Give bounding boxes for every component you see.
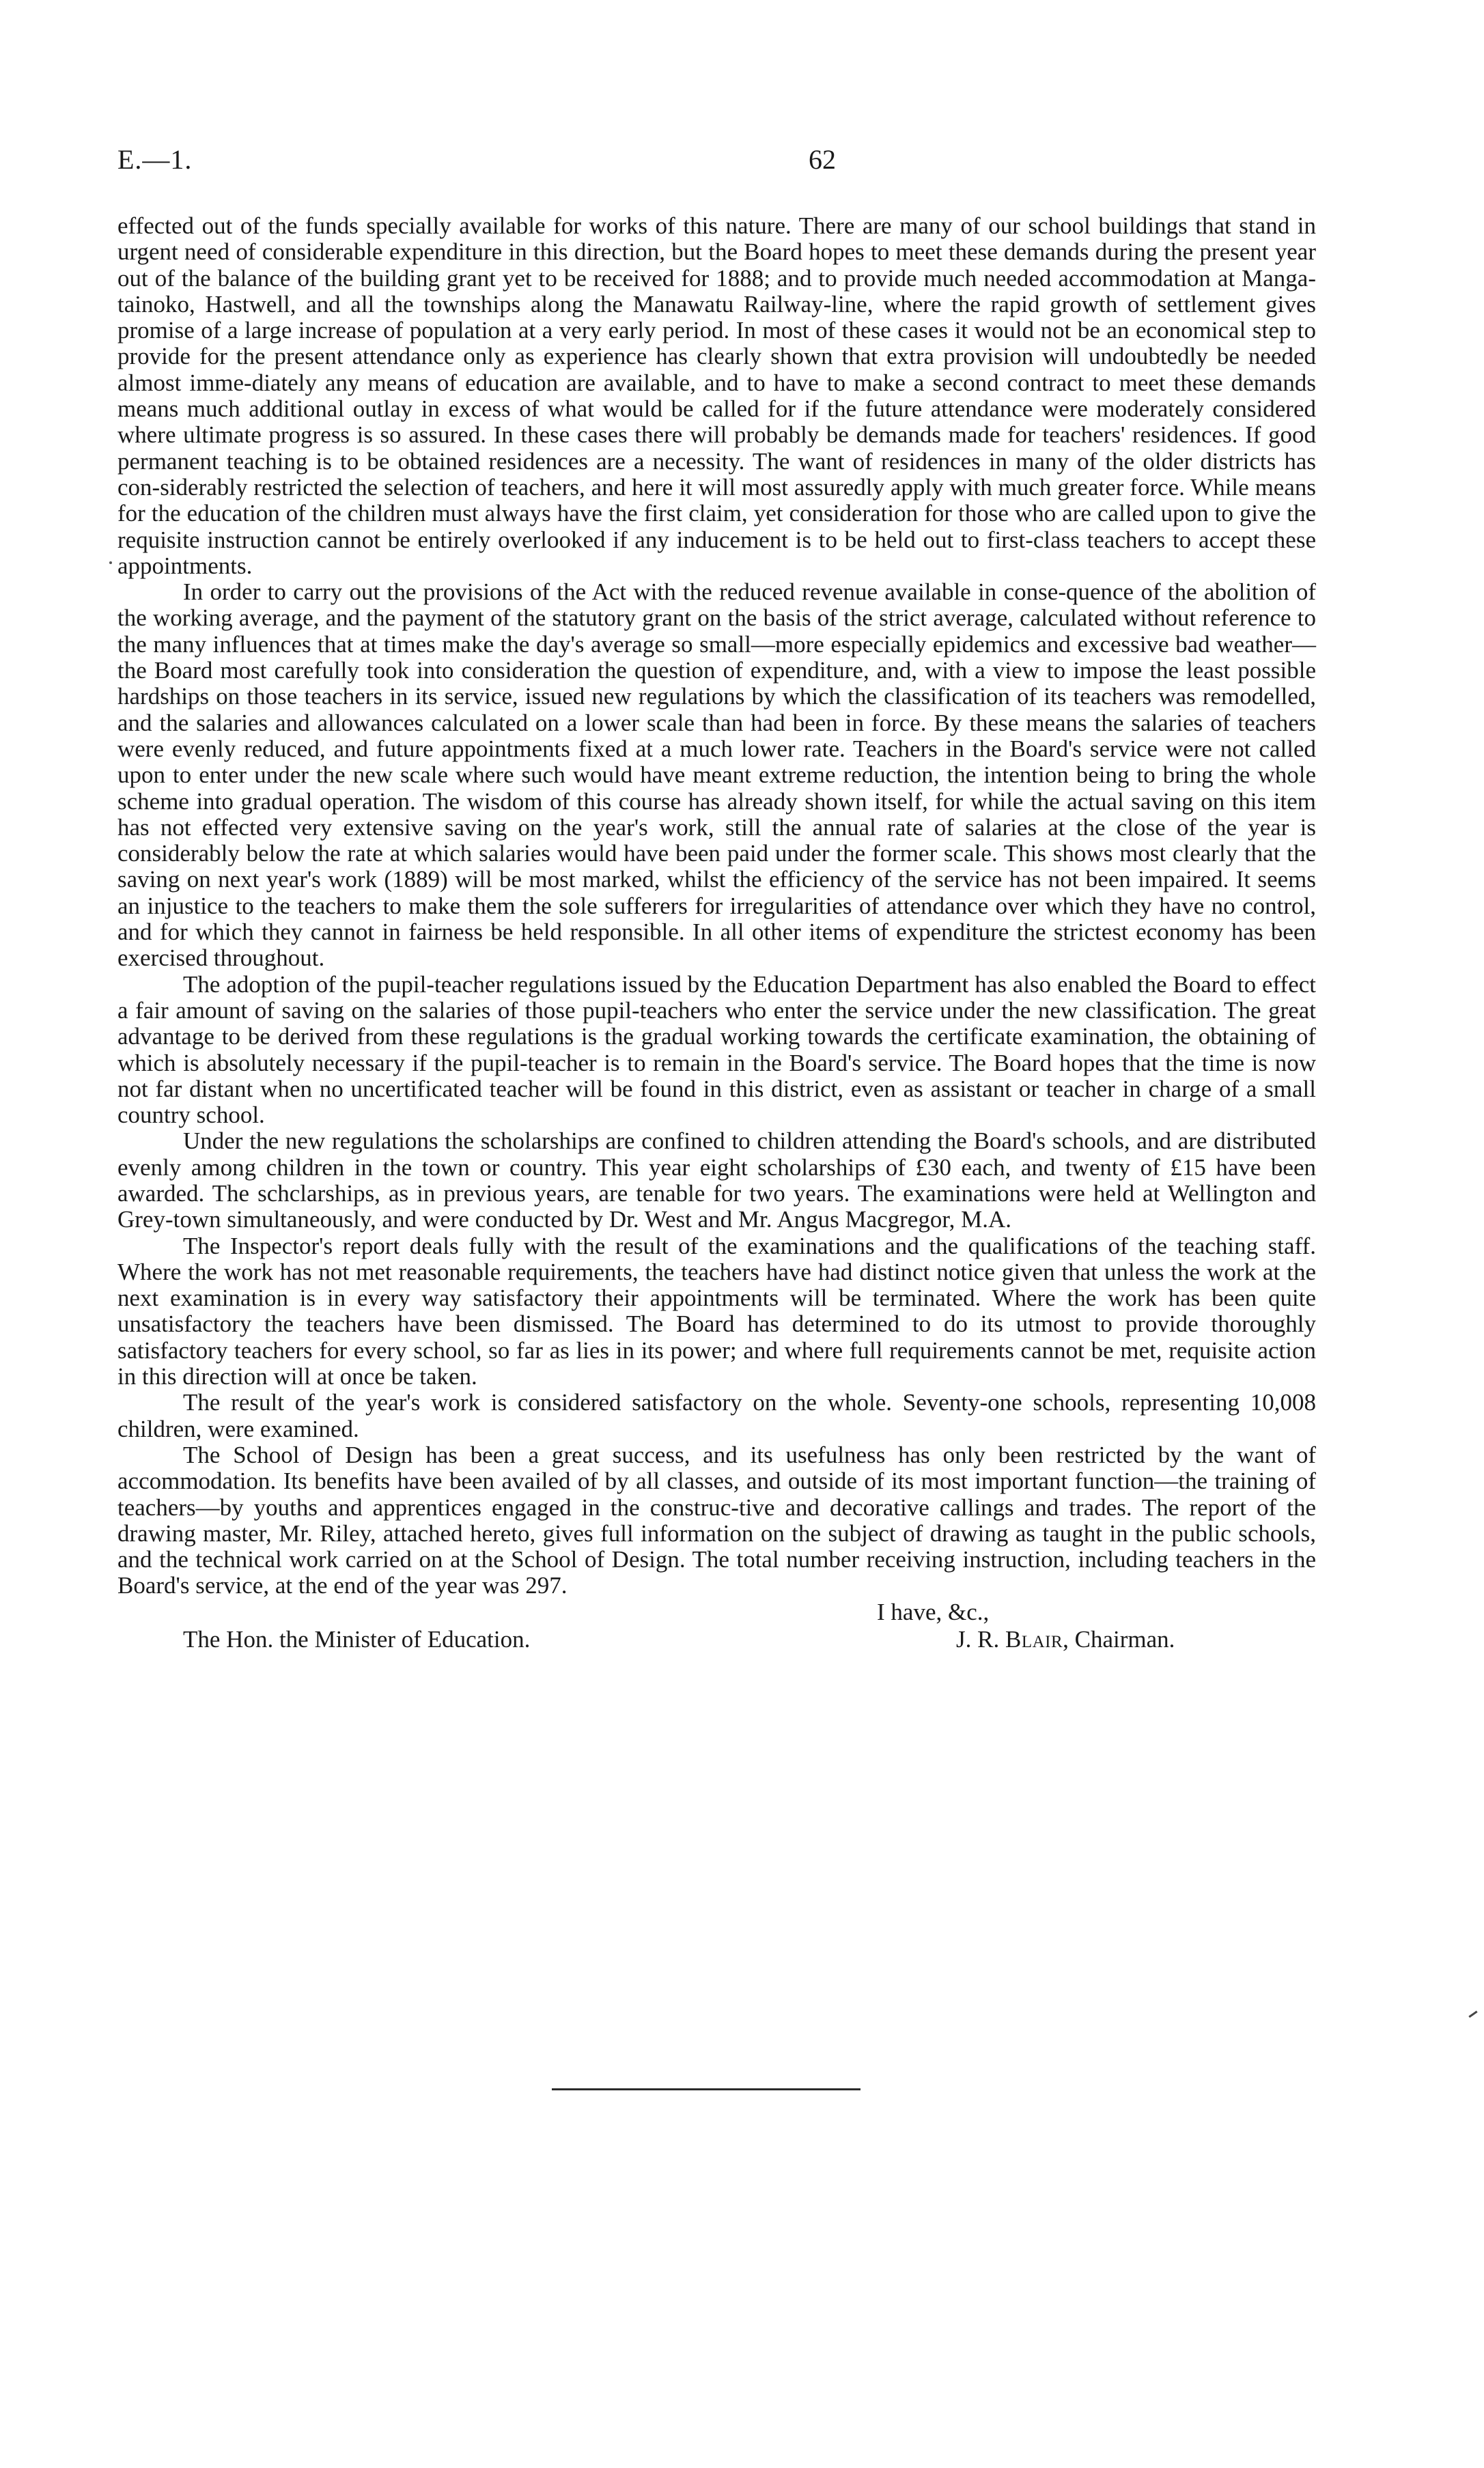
paragraph-scholarships: Under the new regulations the scholarships are confined to children attending the Board's schools, and are distributed evenly among children in the town or country. This year eight scholarships of £30 each, and twenty of £15 have been awarded. The schclarships, as in previous years, are tenable for two years. The examinations were held at Wellington and Grey-town simultaneously, and were conducted by Dr. West and Mr. Angus Macgregor, M.A. — [117, 1127, 1316, 1233]
letter-closing — [117, 1599, 1316, 1654]
paragraph-salaries: In order to carry out the provisions of the Act with the reduced revenue available in conse-quence of the abolition of the working average, and the payment of the statutory grant on the basis of the strict average, calculated without reference to the many influences that at times make the day's average so small—more especially epidemics and excessive bad weather—the Board most carefully took into consideration the question of expenditure, and, with a view to impose the least possible hardships on those teachers in its service, issued new regulations by which the classification of its teachers was remodelled, and the salaries and allowances calculated on a lower scale than had been in force. By these means the salaries of teachers were evenly reduced, and future appointments fixed at a much lower rate. Teachers in the Board's service were not called upon to enter under the new scale where such would have meant extreme reduction, the intention being to bring the whole scheme into gradual operation. The wisdom of this course has already shown itself, for while the actual saving on this item has not effected very extensive saving on the year's work, still the annual rate of salaries at the close of the year is considerably below the rate at which salaries would have been paid under the former scale. This shows most clearly that the saving on next year's work (1889) will be most marked, whilst the efficiency of the service has not been impaired. It seems an injustice to the teachers to make them the sole sufferers for irregularities of attendance over which they have no control, and for which they cannot in fairness be held responsible. In all other items of expenditure the strictest economy has been exercised throughout. — [117, 578, 1316, 972]
document-reference: E.—1. — [117, 144, 193, 175]
page-number: 62 — [809, 144, 836, 175]
signer-title: , Chairman. — [1063, 1625, 1175, 1653]
page-header — [117, 143, 1319, 184]
section-divider-rule — [552, 2088, 860, 2090]
paragraph-buildings: effected out of the funds specially available for works of this nature. There are many of our school buildings that stand in urgent need of considerable expenditure in this direction, but the Board hopes to meet these demands during the present year out of the balance of the building grant yet to be received for 1888; and to provide much needed accommodation at Manga-tainoko, Hastwell, and all the townships along the Manawatu Railway-line, where the rapid growth of settlement gives promise of a large increase of population at a very early period. In most of these cases it would not be an economical step to provide for the present attendance only as experience has clearly shown that extra provision will undoubtedly be needed almost imme-diately any means of education are available, and to have to make a second contract to meet these demands means much additional outlay in excess of what would be called for if the future attendance were moderately considered where ultimate progress is so assured. In these cases there will probably be demands made for teachers' residences. If good permanent teaching is to be obtained residences are a necessity. The want of residences in many of the older districts has con-siderably restricted the selection of teachers, and here it will most assuredly apply with much greater force. While means for the education of the children must always have the first claim, yet consideration for those who are called upon to give the requisite instruction cannot be entirely overlooked if any inducement is to be held out to first-class teachers to accept these appointments. — [117, 212, 1316, 579]
margin-mark — [1468, 2010, 1477, 2017]
paragraph-pupil-teachers: The adoption of the pupil-teacher regulations issued by the Education Department has also enabled the Board to effect a fair amount of saving on the salaries of those pupil-teachers who enter the service under the new classification. The great advantage to be derived from these regulations is the gradual working towards the certificate examination, the obtaining of which is absolutely necessary if the pupil-teacher is to remain in the Board's service. The Board hopes that the time is now not far distant when no uncertificated teacher will be found in this district, even as assistant or teacher in charge of a small country school. — [117, 970, 1316, 1129]
paragraph-inspector-report: The Inspector's report deals fully with the result of the examinations and the qualifications of the teaching staff. Where the work has not met reasonable requirements, the teachers have had distinct notice given that unless the work at the next examination is in every way satisfactory their appointments will be terminated. Where the work has been quite unsatisfactory the teachers have been dismissed. The Board has determined to do its utmost to provide thoroughly satisfactory teachers for every school, so far as lies in its power; and where full requirements cannot be met, requisite action in this direction will at once be taken. — [117, 1232, 1316, 1390]
signer-initials: J. R. — [956, 1625, 1000, 1653]
paragraph-results: The result of the year's work is considered satisfactory on the whole. Seventy-one schools, representing 10,008 children, were examined. — [117, 1389, 1316, 1442]
report-body — [117, 213, 1316, 1654]
paragraph-school-of-design: The School of Design has been a great success, and its usefulness has only been restricted by the want of accommodation. Its benefits have been availed of by all classes, and outside of its most important function—the training of teachers—by youths and apprentices engaged in the construc-tive and decorative callings and trades. The report of the drawing master, Mr. Riley, attached hereto, gives full information on the subject of drawing as taught in the public schools, and the technical work carried on at the School of Design. The total number receiving instruction, including teachers in the Board's service, at the end of the year was 297. — [117, 1441, 1316, 1599]
margin-dot — [109, 561, 112, 564]
signature-line — [956, 1627, 1175, 1653]
closing-salutation: I have, &c., — [877, 1598, 990, 1625]
signer-surname: Blair — [1005, 1625, 1063, 1653]
closing-addressee: The Hon. the Minister of Education. — [183, 1625, 531, 1653]
